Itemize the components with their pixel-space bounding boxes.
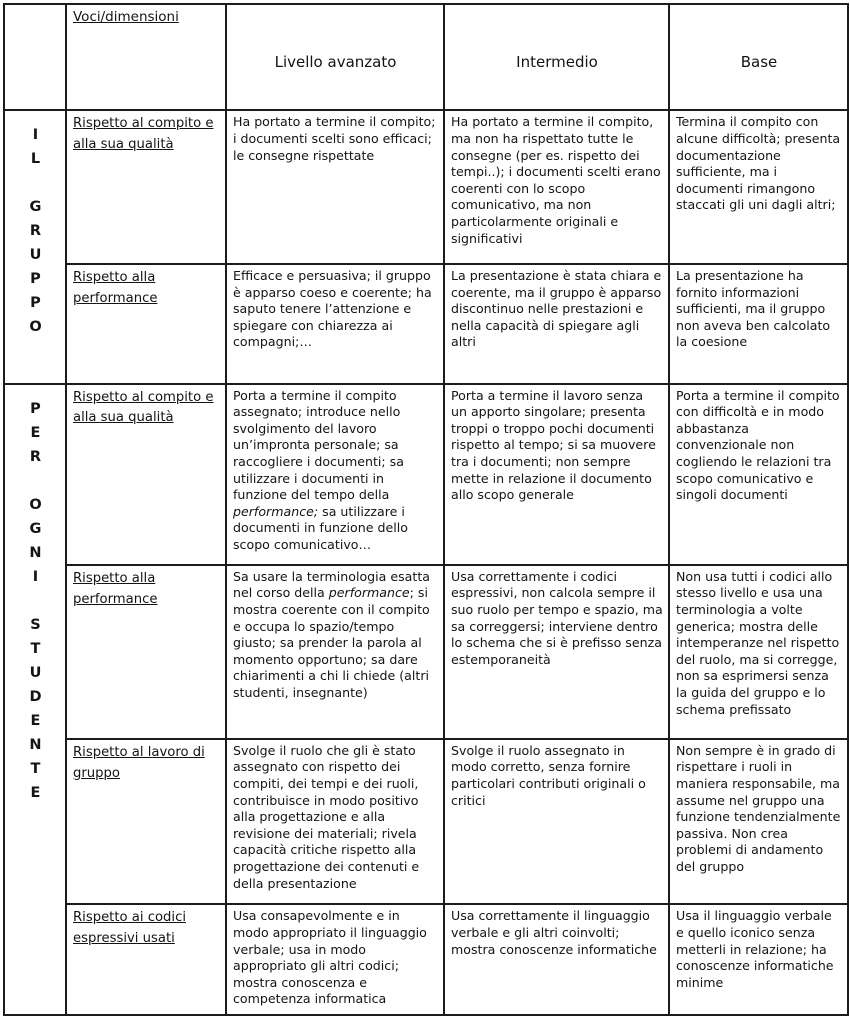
descriptor-cell-advanced: Svolge il ruolo che gli è stato assegnato con rispetto dei compiti, dei tempi e dei ruoli, contribuisce in modo positivo alla progettazione e alla revisione dei materiali; rivela capacità critiche rispetto alla progettazione dei contenuti e della presentazione bbox=[226, 739, 444, 905]
group-letter: D bbox=[29, 688, 42, 705]
group-letter: E bbox=[30, 712, 41, 729]
group-letter: N bbox=[29, 544, 42, 561]
descriptor-cell-intermediate: Porta a termine il lavoro senza un apporto singolare; presenta troppi o troppo pochi documenti rispetto al tempo; si sa muovere tra i documenti; non sempre mette in relazione il documento allo scopo generale bbox=[444, 384, 669, 565]
group-letter: I bbox=[32, 127, 39, 144]
descriptor-cell-base: La presentazione ha fornito informazioni sufficienti, ma il gruppo non aveva ben calcolato la coesione bbox=[669, 264, 848, 384]
dimension-label: Rispetto al compito e alla sua qualità bbox=[73, 389, 214, 426]
dimension-cell bbox=[66, 384, 226, 565]
descriptor-cell-advanced: Sa usare la terminologia esatta nel corso della performance; si mostra coerente con il compito e occupa lo spazio/tempo giusto; sa prender la parola al momento opportuno; sa dare chiarimenti a chi li chiede (altri studenti, insegnante) bbox=[226, 565, 444, 739]
header-level-avanzato: Livello avanzato bbox=[226, 4, 444, 110]
group-letter: O bbox=[29, 496, 42, 513]
dimension-label: Rispetto ai codici espressivi usati bbox=[73, 910, 186, 947]
group-letter: L bbox=[30, 151, 41, 168]
group-letter: I bbox=[32, 568, 39, 585]
dimension-cell bbox=[66, 739, 226, 905]
descriptor-cell-base: Usa il linguaggio verbale e quello iconico senza metterli in relazione; ha conoscenze informatiche minime bbox=[669, 904, 848, 1015]
group-letter: T bbox=[30, 760, 41, 777]
dimension-cell bbox=[66, 565, 226, 739]
descriptor-cell-intermediate: Ha portato a termine il compito, ma non ha rispettato tutte le consegne (per es. rispetto dei tempi..); i documenti scelti erano coerenti con lo scopo comunicativo, ma non particolarmente originali e significativi bbox=[444, 110, 669, 263]
group-letter: R bbox=[29, 448, 42, 465]
group-letter: P bbox=[30, 295, 41, 312]
descriptor-cell-advanced: Ha portato a termine il compito; i documenti scelti sono efficaci; le consegne rispettate bbox=[226, 110, 444, 263]
descriptor-cell-advanced: Porta a termine il compito assegnato; introduce nello svolgimento del lavoro un’impronta personale; sa raccogliere i documenti; sa utilizzare i documenti in funzione del tempo della performance; sa utilizzare i documenti in funzione dello scopo comunicativo… bbox=[226, 384, 444, 565]
assessment-rubric-table bbox=[3, 3, 849, 1016]
group-letter: E bbox=[30, 784, 41, 801]
header-level-intermedio: Intermedio bbox=[444, 4, 669, 110]
group-letter: O bbox=[29, 319, 42, 336]
descriptor-cell-intermediate: Usa correttamente i codici espressivi, non calcola sempre il suo ruolo per tempo e spazio, ma sa correggersi; interviene dentro lo schema che si è prefisso senza estemporaneità bbox=[444, 565, 669, 739]
descriptor-cell-advanced: Usa consapevolmente e in modo appropriato il linguaggio verbale; usa in modo appropriato gli altri codici; mostra conoscenza e competenza informatica bbox=[226, 904, 444, 1015]
dimension-label: Rispetto al lavoro di gruppo bbox=[73, 744, 205, 781]
group-letter: U bbox=[29, 247, 42, 264]
descriptor-cell-base: Non sempre è in grado di rispettare i ruoli in maniera responsabile, ma assume nel gruppo una funzione tendenzialmente passiva. Non crea problemi di andamento del gruppo bbox=[669, 739, 848, 905]
descriptor-cell-base: Non usa tutti i codici allo stesso livello e usa una terminologia a volte generica; mostra delle intemperanze nel rispetto del ruolo, ma si corregge, non sa esprimersi senza la guida del gruppo e lo schema prefissato bbox=[669, 565, 848, 739]
dimension-cell bbox=[66, 264, 226, 384]
group-letter: E bbox=[30, 424, 41, 441]
group-letter: G bbox=[29, 199, 42, 216]
group-letter-gap bbox=[11, 171, 60, 195]
descriptor-cell-base: Porta a termine il compito con difficoltà e in modo abbastanza convenzionale non cogliendo le relazioni tra scopo comunicativo e singoli documenti bbox=[669, 384, 848, 565]
group-letter: T bbox=[30, 640, 41, 657]
group-label-il-gruppo bbox=[4, 110, 66, 383]
descriptor-cell-base: Termina il compito con alcune difficoltà; presenta documentazione sufficiente, ma i documenti rimangono staccati gli uni dagli altri; bbox=[669, 110, 848, 263]
corner-cell bbox=[4, 4, 66, 110]
group-letter: P bbox=[30, 400, 41, 417]
group-letter-gap bbox=[11, 589, 60, 613]
group-letter-gap bbox=[11, 469, 60, 493]
group-label-per-ogni-studente bbox=[4, 384, 66, 1015]
dimension-label: Rispetto alla performance bbox=[73, 570, 158, 607]
header-level-base: Base bbox=[669, 4, 848, 110]
descriptor-cell-intermediate: Usa correttamente il linguaggio verbale e gli altri coinvolti; mostra conoscenze informatiche bbox=[444, 904, 669, 1015]
dimension-cell bbox=[66, 110, 226, 263]
voci-dimensioni-header bbox=[66, 4, 226, 110]
group-letter: R bbox=[29, 223, 42, 240]
group-letter: S bbox=[30, 616, 41, 633]
group-letter: P bbox=[30, 271, 41, 288]
descriptor-cell-advanced: Efficace e persuasiva; il gruppo è apparso coeso e coerente; ha saputo tenere l’attenzione e spiegare con chiarezza ai compagni;… bbox=[226, 264, 444, 384]
group-letter: N bbox=[29, 736, 42, 753]
descriptor-cell-intermediate: Svolge il ruolo assegnato in modo corretto, senza fornire particolari contributi originali o critici bbox=[444, 739, 669, 905]
descriptor-cell-intermediate: La presentazione è stata chiara e coerente, ma il gruppo è apparso discontinuo nelle prestazioni e nella capacità di spiegare agli altri bbox=[444, 264, 669, 384]
group-letter: U bbox=[29, 664, 42, 681]
group-letter: G bbox=[29, 520, 42, 537]
dimension-label: Rispetto alla performance bbox=[73, 269, 158, 306]
voci-dimensioni-label: Voci/dimensioni bbox=[73, 9, 179, 25]
dimension-cell bbox=[66, 904, 226, 1015]
dimension-label: Rispetto al compito e alla sua qualità bbox=[73, 116, 214, 153]
